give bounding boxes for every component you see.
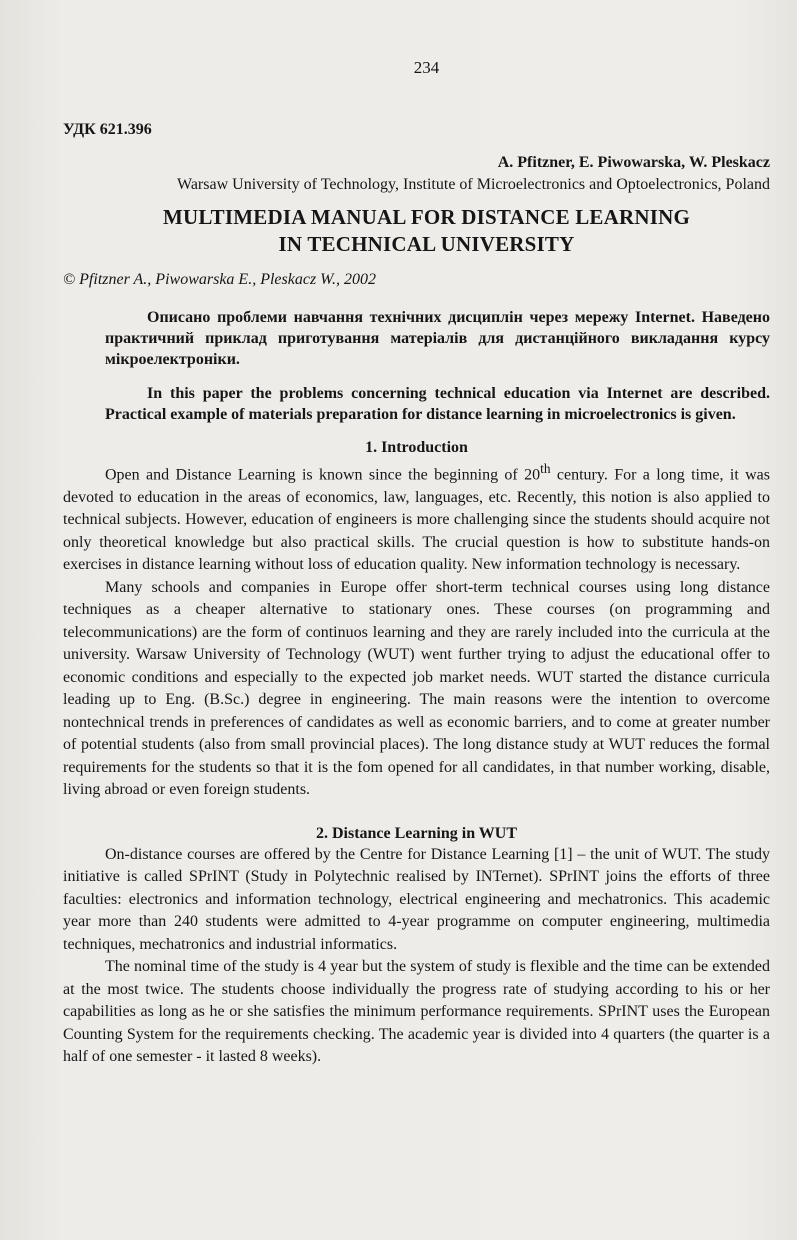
page-number: 234 bbox=[413, 58, 440, 77]
section-2-paragraph-1: On-distance courses are offered by the Centre for Distance Learning [1] – the unit of WUT. The study initiative is called SPrINT (Study in Polytechnic realised by INTernet). SPrINT joins the efforts of three faculties: electronics and information technology, electrical engineering and mechatronics. This academic year more than 240 students were admitted to 4-year programme on computer engineering, multimedia techniques, mechatronics and industrial informatics. bbox=[63, 845, 770, 953]
authors: A. Pfitzner, E. Piwowarska, W. Pleskacz bbox=[497, 154, 770, 171]
paper-title-line-2: IN TECHNICAL UNIVERSITY bbox=[278, 232, 575, 256]
abstract-english: In this paper the problems concerning technical education via Internet are described. Practical example of materials preparation for distance learning in microelectronics is given. bbox=[105, 385, 770, 423]
section-1-paragraph-1-start: Open and Distance Learning is known since the beginning of 20 bbox=[105, 466, 541, 484]
section-1-paragraph-2: Many schools and companies in Europe offer short-term technical courses using long distance techniques as a cheaper alternative to stationary ones. These courses (on programming and telecommunications) are the form of continuos learning and they are rarely included into the curricula at the university. Warsaw University of Technology (WUT) went further trying to adjust the educational offer to economic conditions and especially to the expected job market needs. WUT started the distance curricula leading up to Eng. (B.Sc.) degree in engineering. The main reasons were the intention to overcome nontechnical trends in preferences of candidates as well as economic barriers, and to come at greater number of potential students (also from small provincial places). The long distance study at WUT reduces the formal requirements for the students so that it is the fom opened for all candidates, in that number working, disable, living abroad or even foreign students. bbox=[63, 578, 770, 799]
paper-title-line-1: MULTIMEDIA MANUAL FOR DISTANCE LEARNING bbox=[162, 205, 691, 229]
section-1-heading: 1. Introduction bbox=[365, 439, 468, 456]
copyright-notice: © Pfitzner A., Piwowarska E., Pleskacz W., 2002 bbox=[63, 271, 377, 288]
section-spacer bbox=[63, 802, 770, 824]
paper-title bbox=[83, 204, 770, 258]
superscript-th: th bbox=[540, 461, 551, 476]
section-1-paragraph-1-rest: century. For a long time, it was devoted to education in the areas of economics, law, languages, etc. Recently, this notion is also applied to technical subjects. However, education of engineers is more challenging since the students should acquire not only theoretical knowledge but also practical skills. The crucial question is how to substitute hands-on exercises in distance learning without loss of education quality. New information technology is necessary. bbox=[63, 466, 771, 574]
section-2-paragraph-2: The nominal time of the study is 4 year but the system of study is flexible and the time can be extended at the most twice. The students choose individually the progress rate of studying according to his or her capabilities as long as he or she satisfies the minimum performance requirements. SPrINT uses the European Counting System for the requirements checking. The academic year is divided into 4 quarters (the quarter is a half of one semester - it lasted 8 weeks). bbox=[63, 958, 770, 1066]
abstract-ukrainian: Описано проблеми навчання технічних дисциплін через мережу Internet. Наведено практичний приклад приготування матеріалів для дистанційного викладання курсу мікроелектроніки. bbox=[105, 309, 770, 368]
section-2-heading: 2. Distance Learning in WUT bbox=[315, 824, 518, 842]
section-1-paragraph-1 bbox=[63, 458, 770, 577]
affiliation: Warsaw University of Technology, Institute of Microelectronics and Optoelectronics, Poland bbox=[177, 176, 770, 193]
udc-code: УДК 621.396 bbox=[63, 121, 152, 138]
